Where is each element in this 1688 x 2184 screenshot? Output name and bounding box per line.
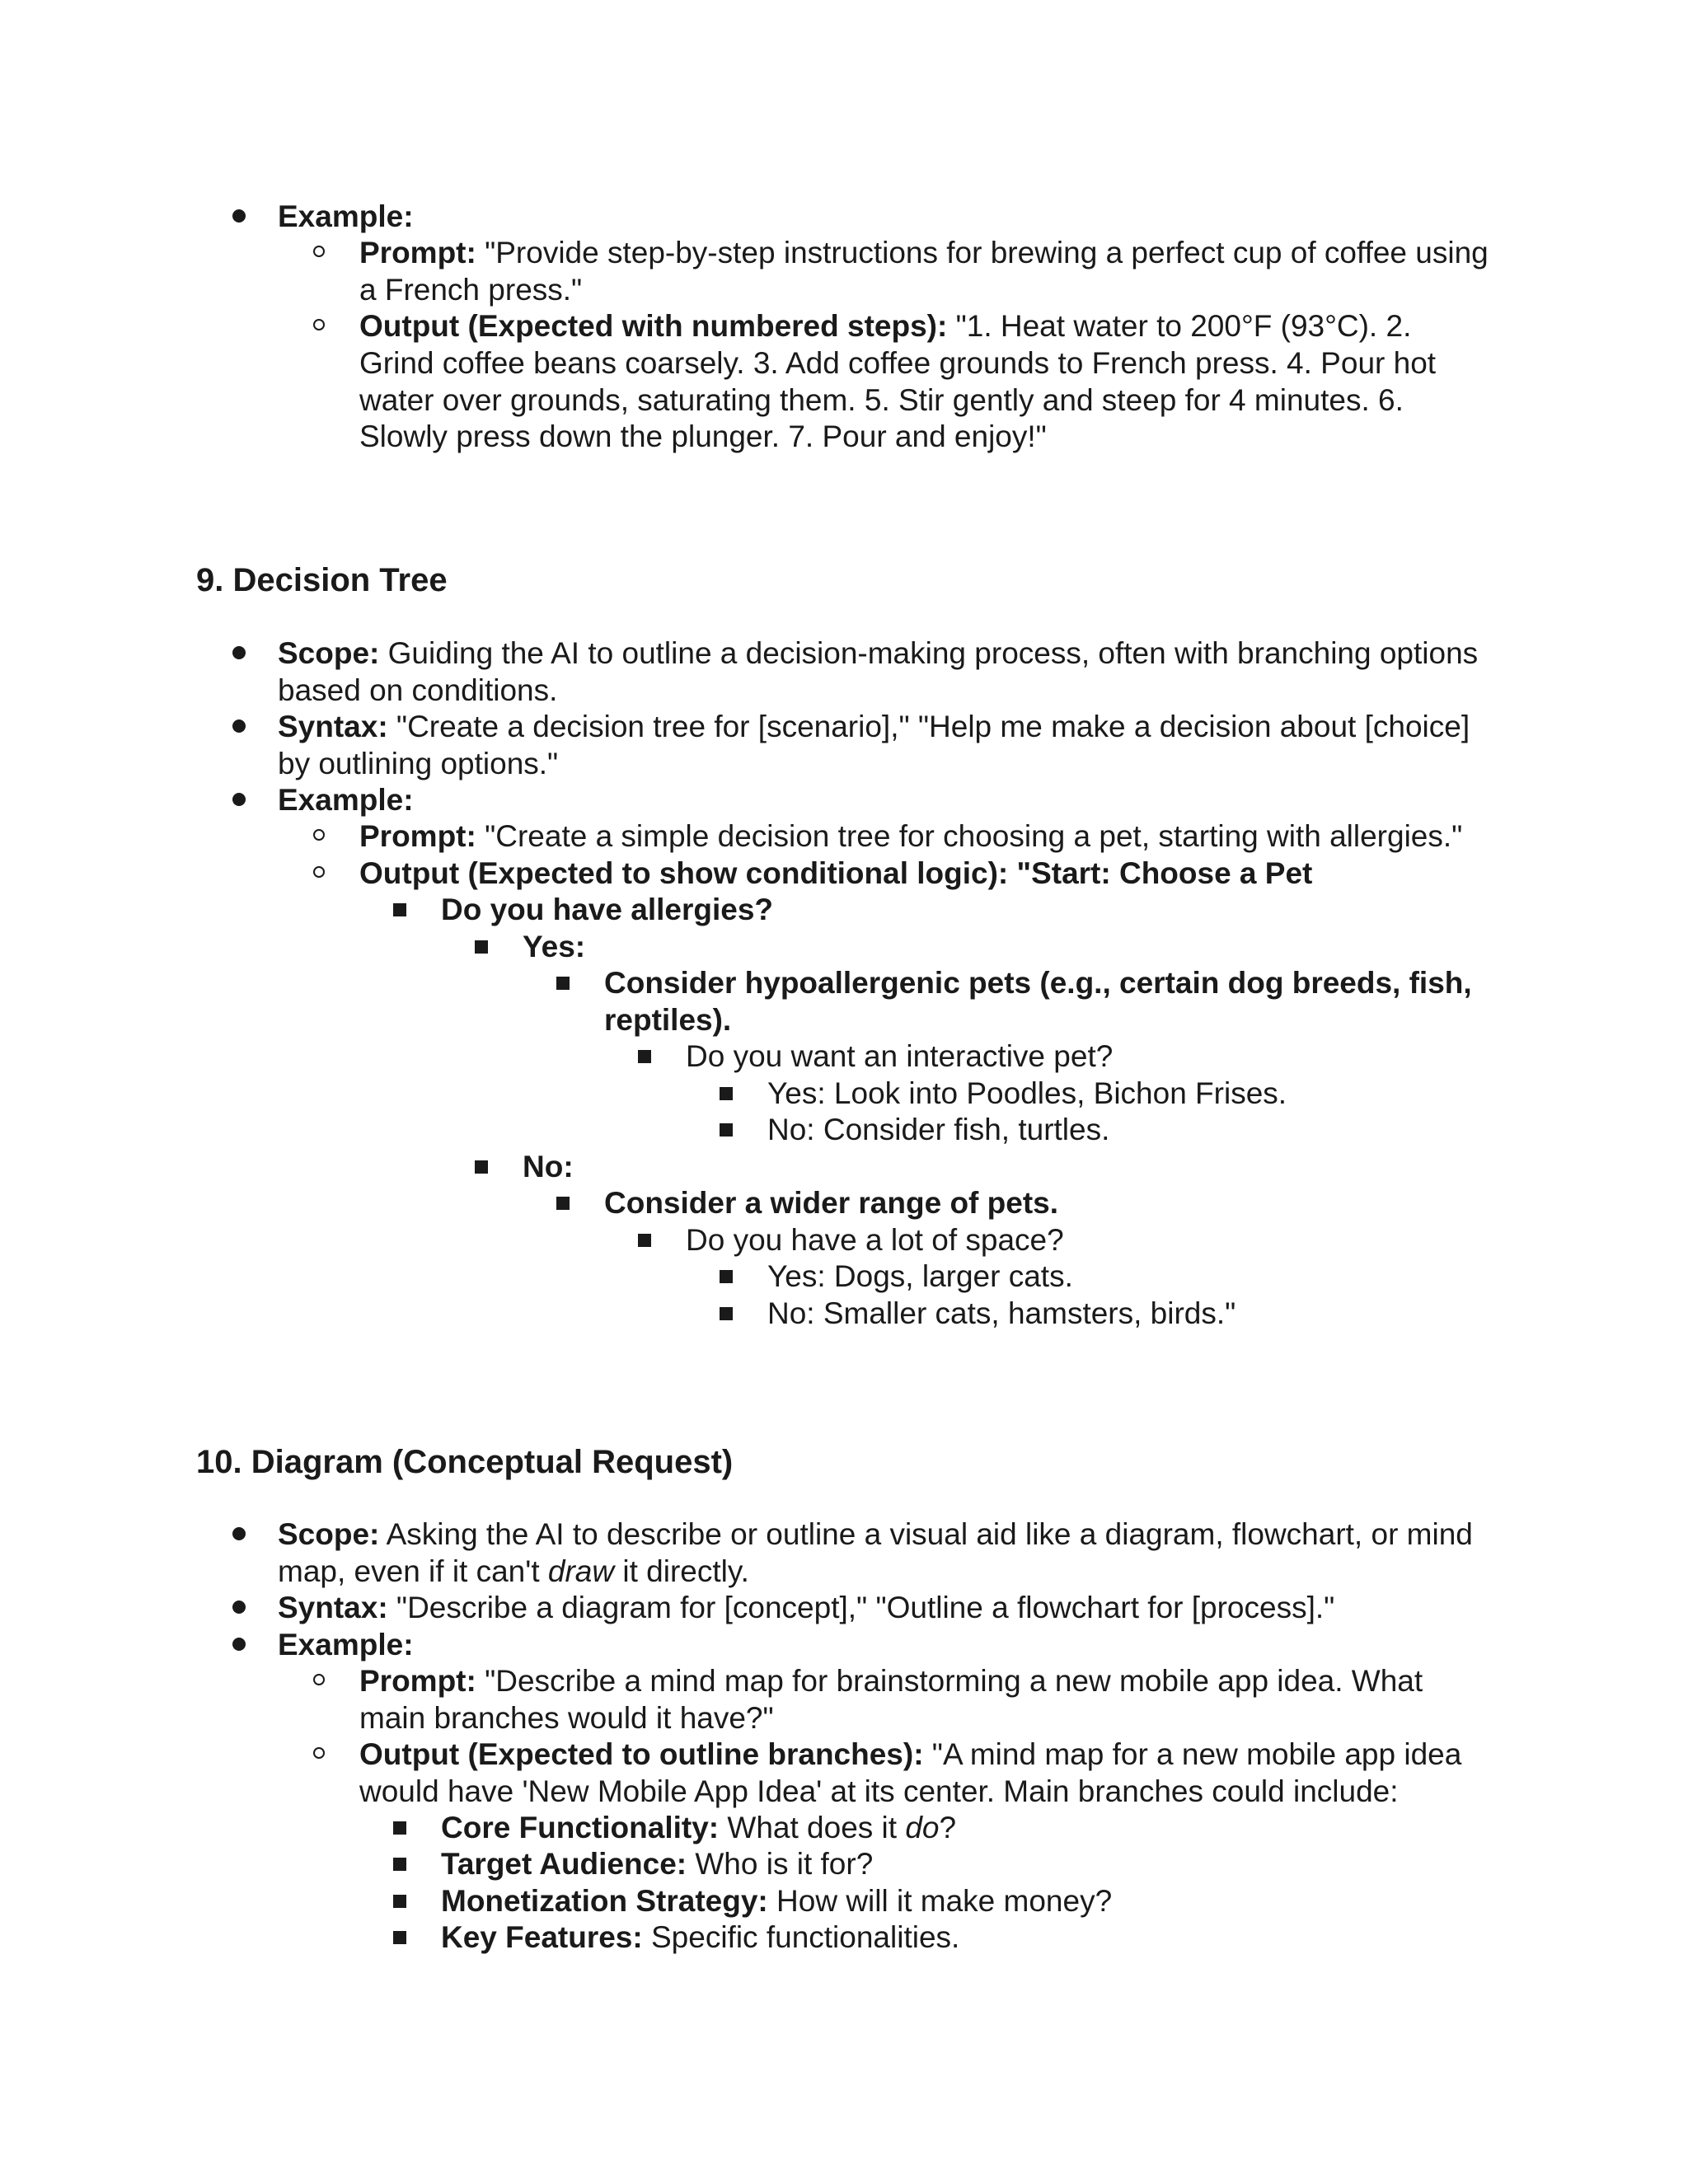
bullet-square-icon xyxy=(475,940,488,954)
prompt-line-continued: main branches would it have?" xyxy=(359,1701,774,1735)
bullet-disc-icon xyxy=(232,1527,246,1540)
tree-answer: No: Consider fish, turtles. xyxy=(767,1113,1110,1146)
bullet-disc-icon xyxy=(232,793,246,806)
output-line: Output (Expected with numbered steps): "1. Heat water to 200°F (93°C). 2. xyxy=(359,309,1412,343)
branch-item: Key Features: Specific functionalities. xyxy=(441,1920,960,1954)
bullet-disc-icon xyxy=(232,719,246,733)
bullet-disc-icon xyxy=(232,1638,246,1651)
syntax-line: Syntax: "Describe a diagram for [concept]," "Outline a flowchart for [process]." xyxy=(278,1591,1335,1624)
prompt-line: Prompt: "Create a simple decision tree for choosing a pet, starting with allergies." xyxy=(359,819,1463,853)
prompt-line-continued: a French press." xyxy=(359,273,583,307)
tree-consider-wider: Consider a wider range of pets. xyxy=(604,1186,1059,1220)
bullet-circle-icon xyxy=(313,829,325,841)
output-line: Output (Expected to outline branches): "A mind map for a new mobile app idea xyxy=(359,1737,1462,1771)
output-line-continued: Slowly press down the plunger. 7. Pour and enjoy!" xyxy=(359,419,1047,453)
bullet-circle-icon xyxy=(313,1674,325,1685)
bullet-circle-icon xyxy=(313,246,325,257)
tree-answer: Yes: Dogs, larger cats. xyxy=(767,1259,1073,1293)
branch-item: Monetization Strategy: How will it make money? xyxy=(441,1884,1113,1918)
bullet-circle-icon xyxy=(313,319,325,330)
tree-branch-yes: Yes: xyxy=(523,930,586,963)
section-10-heading: 10. Diagram (Conceptual Request) xyxy=(196,1444,734,1480)
example-label: Example: xyxy=(278,1628,414,1661)
bullet-square-icon xyxy=(393,1821,406,1835)
output-line-continued: would have 'New Mobile App Idea' at its center. Main branches could include: xyxy=(359,1774,1399,1808)
bullet-disc-icon xyxy=(232,646,246,659)
branch-item: Target Audience: Who is it for? xyxy=(441,1847,874,1881)
bullet-disc-icon xyxy=(232,209,246,223)
bullet-square-icon xyxy=(393,903,406,916)
output-line-continued: Grind coffee beans coarsely. 3. Add coffee grounds to French press. 4. Pour hot xyxy=(359,346,1437,380)
bullet-square-icon xyxy=(393,1895,406,1908)
output-line-continued: water over grounds, saturating them. 5. Stir gently and steep for 4 minutes. 6. xyxy=(359,383,1404,417)
bullet-square-icon xyxy=(720,1087,733,1100)
bullet-square-icon xyxy=(720,1270,733,1283)
output-line: Output (Expected to show conditional logic): "Start: Choose a Pet xyxy=(359,856,1313,890)
scope-line: Scope: Asking the AI to describe or outline a visual aid like a diagram, flowchart, or mind xyxy=(278,1517,1473,1551)
tree-answer: No: Smaller cats, hamsters, birds." xyxy=(767,1296,1236,1330)
scope-line: Scope: Guiding the AI to outline a decision-making process, often with branching options xyxy=(278,636,1479,670)
bullet-circle-icon xyxy=(313,1747,325,1759)
tree-branch-no: No: xyxy=(523,1150,574,1183)
tree-question-interactive: Do you want an interactive pet? xyxy=(686,1039,1114,1073)
bullet-square-icon xyxy=(556,1197,570,1210)
bullet-square-icon xyxy=(638,1050,651,1063)
tree-question-allergies: Do you have allergies? xyxy=(441,893,774,926)
bullet-square-icon xyxy=(720,1123,733,1137)
syntax-line-continued: by outlining options." xyxy=(278,747,559,780)
prompt-line: Prompt: "Provide step-by-step instructions for brewing a perfect cup of coffee using xyxy=(359,236,1489,269)
tree-question-space: Do you have a lot of space? xyxy=(686,1223,1064,1257)
tree-consider-hypoallergenic: Consider hypoallergenic pets (e.g., certain dog breeds, fish, xyxy=(604,966,1472,1000)
section-9-heading: 9. Decision Tree xyxy=(196,562,448,598)
bullet-square-icon xyxy=(393,1931,406,1944)
branch-item: Core Functionality: What does it do? xyxy=(441,1811,957,1844)
scope-line-continued: map, even if it can't draw it directly. xyxy=(278,1554,749,1588)
bullet-disc-icon xyxy=(232,1601,246,1614)
prompt-line: Prompt: "Describe a mind map for brainstorming a new mobile app idea. What xyxy=(359,1664,1423,1698)
bullet-square-icon xyxy=(720,1307,733,1320)
example-label: Example: xyxy=(278,783,414,817)
bullet-square-icon xyxy=(393,1858,406,1871)
bullet-square-icon xyxy=(638,1234,651,1247)
example-label: Example: xyxy=(278,199,414,233)
bullet-square-icon xyxy=(475,1160,488,1174)
syntax-line: Syntax: "Create a decision tree for [scenario]," "Help me make a decision about [choice] xyxy=(278,710,1470,743)
tree-answer: Yes: Look into Poodles, Bichon Frises. xyxy=(767,1076,1287,1110)
tree-consider-hypoallergenic-continued: reptiles). xyxy=(604,1003,732,1037)
bullet-circle-icon xyxy=(313,866,325,878)
scope-line-continued: based on conditions. xyxy=(278,673,558,707)
bullet-square-icon xyxy=(556,977,570,990)
